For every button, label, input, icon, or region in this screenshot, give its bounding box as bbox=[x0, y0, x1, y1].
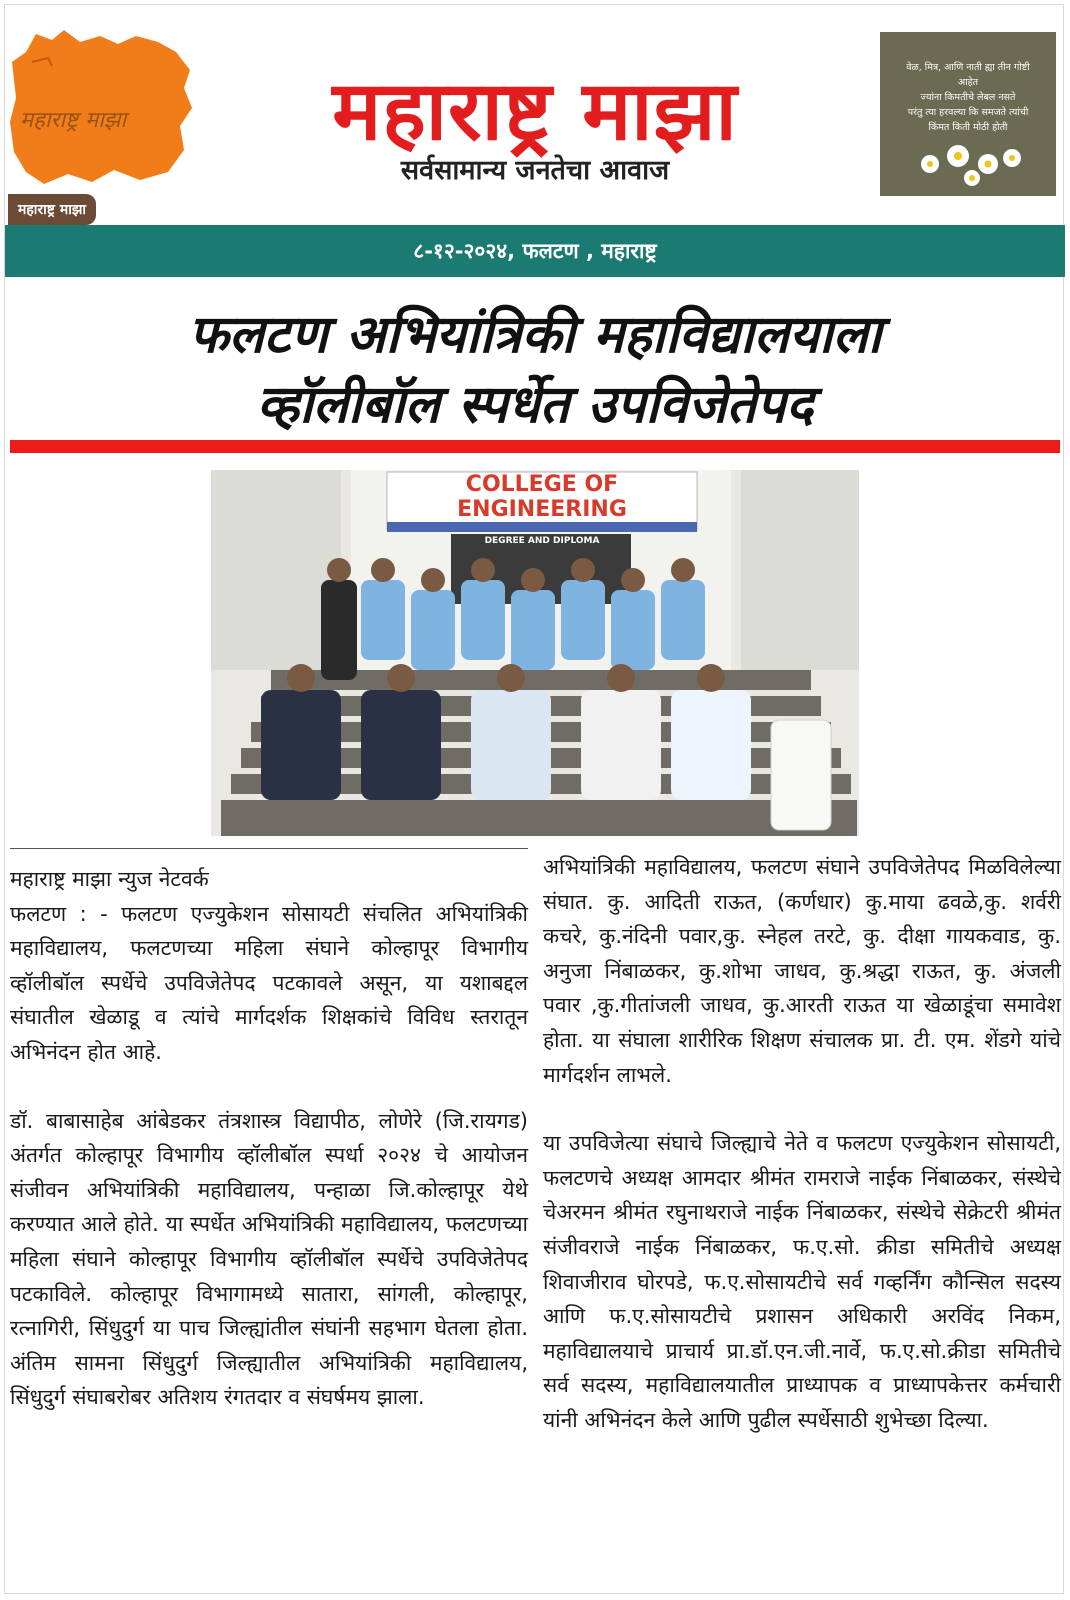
college-sign-subtitle: DEGREE AND DIPLOMA bbox=[484, 536, 600, 546]
article-headline bbox=[10, 300, 1060, 440]
logo-badge: महाराष्ट्र माझा bbox=[8, 194, 96, 225]
college-sign bbox=[387, 472, 697, 546]
quote-line: परंतु त्या हरवल्या कि समजते त्यांची bbox=[907, 107, 1029, 118]
headline-divider bbox=[10, 440, 1060, 453]
college-sign-title: COLLEGE OF ENGINEERING bbox=[457, 472, 627, 522]
team-photo bbox=[211, 470, 859, 836]
newspaper-tagline: सर्वसामान्य जनतेचा आवाज bbox=[400, 155, 670, 186]
brand-logo bbox=[8, 22, 194, 218]
article-column-left bbox=[10, 862, 528, 1415]
article-byline: महाराष्ट्र माझा न्युज नेटवर्क bbox=[10, 867, 209, 891]
article-paragraph: अभियांत्रिकी महाविद्यालय, फलटण संघाने उपविजेतेपद मिळविलेल्या संघात. कु. आदिती राऊत, (कर्णधार) कु.माया ढवळे,कु. शर्वरी कचरे, कु.नंदिनी पवार,कु. स्नेहल तरटे, कु. दीक्षा गायकवाड, कु. अनुजा निंबाळकर, कु.शोभा जाधव, कु.श्रद्धा राऊत, कु. अंजली पवार ,कु.गीतांजली जाधव, कु.आरती राऊत या खेळाडूंचा समावेश होता. या संघाला शारीरिक शिक्षण संचालक प्रा. टी. एम. शेंडगे यांचे मार्गदर्शन लाभले. bbox=[543, 855, 1061, 1087]
quote-text bbox=[880, 32, 1056, 135]
quote-line: ज्यांना किमतीचे लेबल नसते bbox=[920, 92, 1016, 103]
quote-line: किंमत किती मोठी होती bbox=[928, 122, 1008, 133]
article-column-right bbox=[543, 850, 1061, 1438]
newspaper-title: महाराष्ट्र माझा bbox=[332, 64, 738, 159]
quote-box bbox=[880, 32, 1056, 196]
quote-line: आहेत bbox=[957, 77, 979, 88]
headline-line-2: व्हॉलीबॉल स्पर्धेत उपविजेतेपद bbox=[256, 375, 814, 435]
logo-script-text: महाराष्ट्र माझा bbox=[20, 108, 127, 133]
daisy-flowers-icon bbox=[910, 142, 1030, 192]
dateline-bar: ८-१२-२०२४, फलटण , महाराष्ट्र bbox=[5, 225, 1065, 277]
quote-line: वेळ, मित्र, आणि नाती ह्या तीन गोष्टी bbox=[906, 62, 1030, 73]
article-paragraph: डॉ. बाबासाहेब आंबेडकर तंत्रशास्त्र विद्यापीठ, लोणेरे (जि.रायगड) अंतर्गत कोल्हापूर विभागीय व्हॉलीबॉल स्पर्धा २०२४ चे आयोजन संजीवन अभियांत्रिकी महाविद्यालय, पन्हाळा जि.कोल्हापूर येथे करण्यात आले होते. या स्पर्धेत अभियांत्रिकी महाविद्यालय, फलटणच्या महिला संघाने कोल्हापूर विभागीय व्हॉलीबॉल स्पर्धेचे उपविजेतेपद पटकाविले. कोल्हापूर विभागामध्ये सातारा, सांगली, कोल्हापूर, रत्नागिरी, सिंधुदुर्ग या पाच जिल्ह्यांतील संघांनी सहभाग घेतला होता. अंतिम सामना सिंधुदुर्ग जिल्ह्यातील अभियांत्रिकी महाविद्यालय, सिंधुदुर्ग संघाबरोबर अतिशय रंगतदार व संघर्षमय झाला. bbox=[10, 1108, 528, 1410]
article-paragraph: फलटण : - फलटण एज्युकेशन सोसायटी संचलित अभियांत्रिकी महाविद्यालय, फलटणच्या महिला संघाने कोल्हापूर विभागीय व्हॉलीबॉल स्पर्धेचे उपविजेतेपद पटकावले असून, या यशाबद्दल संघातील खेळाडू व त्यांचे मार्गदर्शक शिक्षकांचे विविध स्तरातून अभिनंदन होत आहे. bbox=[10, 901, 528, 1064]
masthead bbox=[250, 66, 820, 188]
article-paragraph: या उपविजेत्या संघाचे जिल्ह्याचे नेते व फलटण एज्युकेशन सोसायटी, फलटणचे अध्यक्ष आमदार श्रीमंत रामराजे नाईक निंबाळकर, संस्थेचे चेअरमन श्रीमंत रघुनाथराजे नाईक निंबाळकर, संस्थेचे सेक्रेटरी श्रीमंत संजीवराजे नाईक निंबाळकर, फ.ए.सो. क्रीडा समितीचे अध्यक्ष शिवाजीराव घोरपडे, फ.ए.सोसायटीचे सर्व गव्हर्निंग कौन्सिल सदस्य आणि फ.ए.सोसायटीचे प्रशासन अधिकारी अरविंद निकम, महाविद्यालयाचे प्राचार्य प्रा.डॉ.एन.जी.नार्वे, फ.ए.सो.क्रीडा समितीचे सर्व सदस्य, महाविद्यालयातील प्राध्यापक व प्राध्यापकेत्तर कर्मचारी यांनी अभिनंदन केले आणि पुढील स्पर्धेसाठी शुभेच्छा दिल्या. bbox=[543, 1131, 1061, 1432]
headline-line-1: फलटण अभियांत्रिकी महाविद्यालयाला bbox=[188, 305, 882, 365]
column-rule bbox=[10, 848, 528, 849]
